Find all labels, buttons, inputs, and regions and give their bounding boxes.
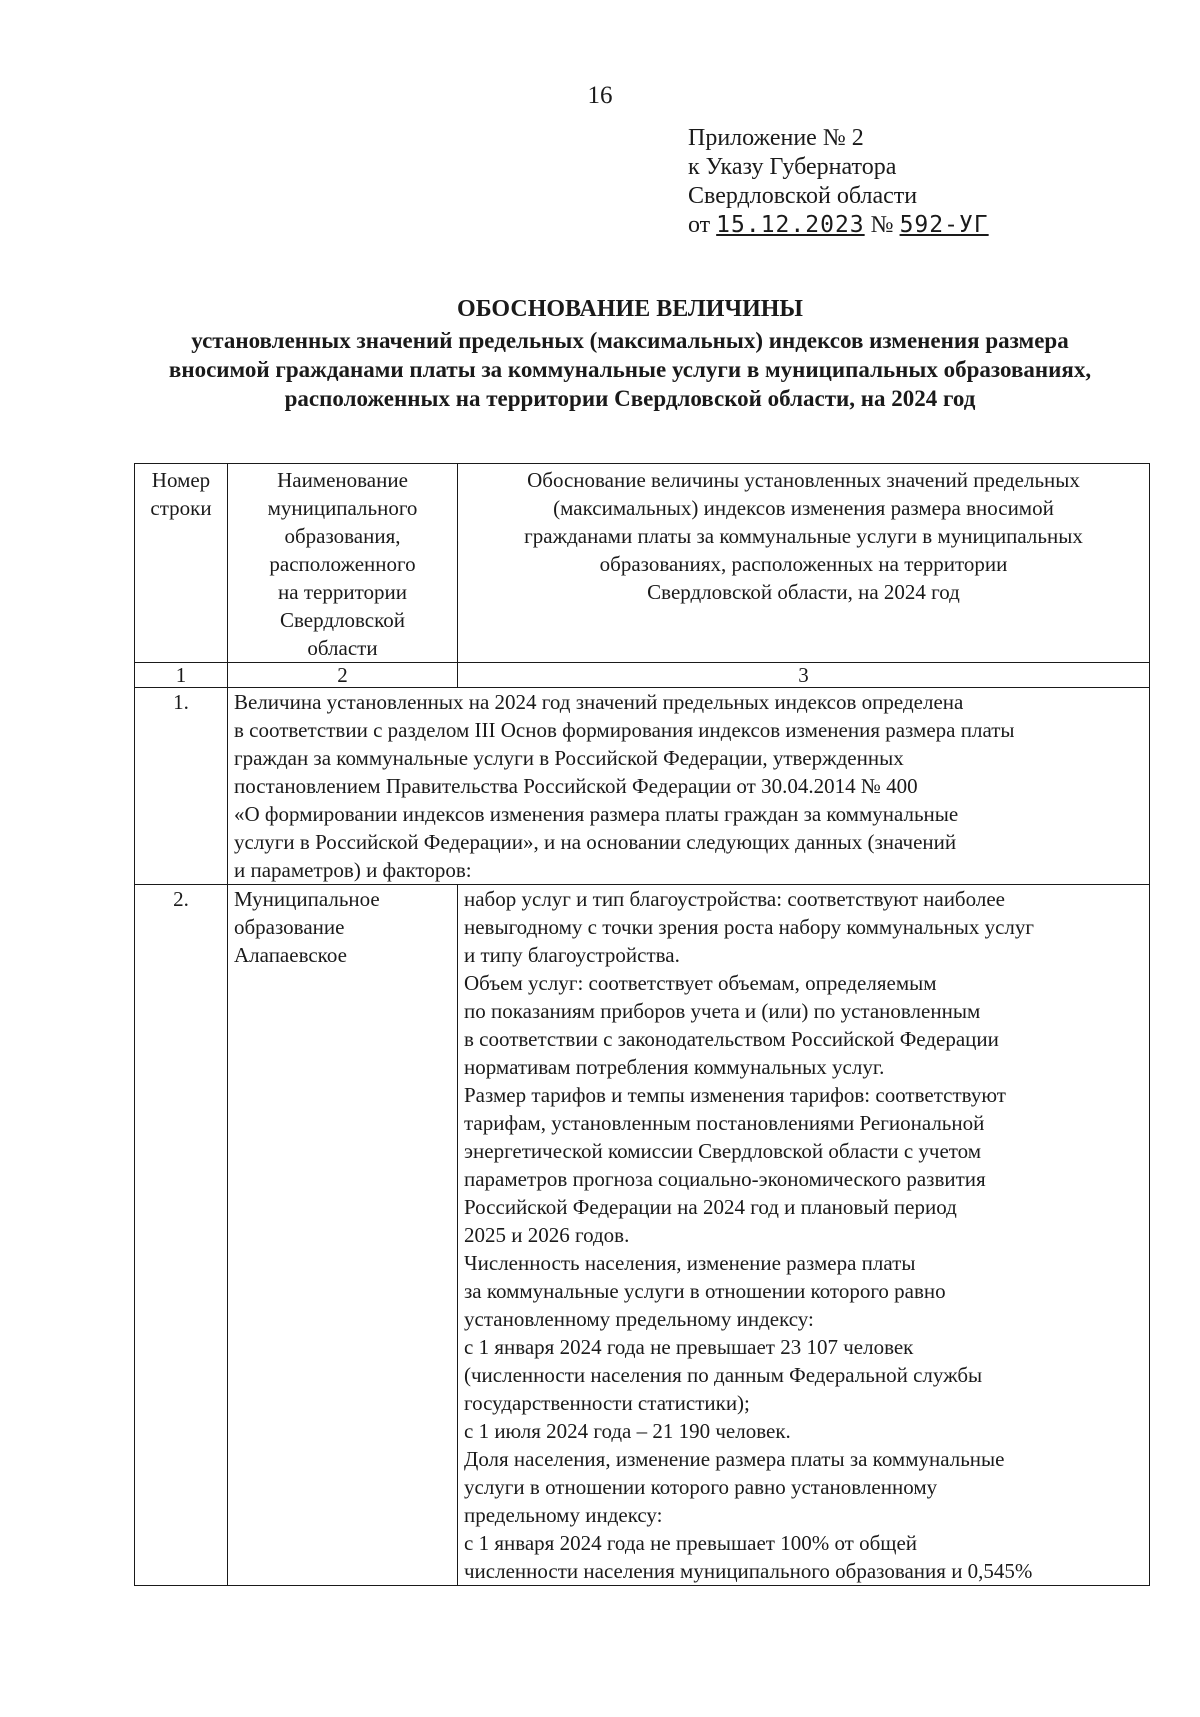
header-line: (максимальных) индексов изменения размера вносимой — [553, 496, 1054, 520]
title-main: ОБОСНОВАНИЕ ВЕЛИЧИНЫ — [457, 296, 803, 322]
header-line: Номер — [151, 468, 211, 492]
text-line: государственности статистики); — [464, 1391, 750, 1415]
appendix-line: к Указу Губернатора — [688, 154, 897, 180]
title-subline: вносимой гражданами платы за коммунальные услуги в муниципальных образованиях, — [168, 357, 1092, 382]
text-line: Объем услуг: соответствует объемам, определяемым — [464, 971, 937, 995]
row-justification-text — [458, 885, 1150, 1586]
text-line: с 1 июля 2024 года – 21 190 человек. — [464, 1419, 791, 1443]
text-line: энергетической комиссии Свердловской области с учетом — [464, 1139, 982, 1163]
text-line: услуги в Российской Федерации», и на основании следующих данных (значений — [234, 830, 957, 854]
justification-table — [134, 463, 1150, 1586]
text-line: в соответствии с законодательством Российской Федерации — [464, 1027, 999, 1051]
header-line: Наименование — [277, 468, 408, 492]
text-line: численности населения муниципального образования и 0,545% — [464, 1559, 1033, 1583]
table-header-row — [135, 464, 1150, 663]
municipality-name — [228, 885, 458, 1586]
header-municipality — [228, 464, 458, 663]
column-number: 1 — [135, 663, 228, 688]
header-line: Свердловской — [280, 608, 405, 632]
page-number: 16 — [587, 82, 613, 109]
decree-number: 592-УГ — [899, 212, 989, 238]
text-line: (численности населения по данным Федеральной службы — [464, 1363, 983, 1387]
header-line: гражданами платы за коммунальные услуги в муниципальных — [524, 524, 1083, 548]
header-line: строки — [150, 496, 212, 520]
column-numbers-row — [135, 663, 1150, 688]
text-line: набор услуг и тип благоустройства: соответствуют наиболее — [464, 887, 1005, 911]
header-line: образованиях, расположенных на территории — [599, 552, 1008, 576]
name-line: Муниципальное — [234, 887, 380, 911]
title-subline: расположенных на территории Свердловской области, на 2024 год — [284, 386, 976, 411]
appendix-line: Свердловской области — [688, 183, 918, 209]
text-line: постановлением Правительства Российской Федерации от 30.04.2014 № 400 — [234, 774, 918, 798]
text-line: Российской Федерации на 2024 год и плановый период — [464, 1195, 957, 1219]
header-row-number — [135, 464, 228, 663]
header-line: муниципального — [267, 496, 418, 520]
title-subline: установленных значений предельных (максимальных) индексов изменения размера — [191, 328, 1069, 353]
appendix-date-line — [688, 211, 989, 240]
row-text — [228, 688, 1150, 885]
appendix-line: Приложение № 2 — [688, 125, 864, 151]
column-number: 3 — [458, 663, 1150, 688]
text-line: Численность населения, изменение размера платы — [464, 1251, 916, 1275]
header-line: образования, — [284, 524, 401, 548]
document-title — [130, 295, 1130, 413]
table-row — [135, 885, 1150, 1586]
text-line: услуги в отношении которого равно установленному — [464, 1475, 938, 1499]
header-line: Обоснование величины установленных значений предельных — [527, 468, 1080, 492]
row-number: 2. — [135, 885, 228, 1586]
text-line: нормативам потребления коммунальных услуг. — [464, 1055, 885, 1079]
text-line: с 1 января 2024 года не превышает 100% от общей — [464, 1531, 918, 1555]
text-line: невыгодному с точки зрения роста набору коммунальных услуг — [464, 915, 1035, 939]
header-justification — [458, 464, 1150, 663]
header-line: области — [307, 636, 378, 660]
text-line: предельному индексу: — [464, 1503, 663, 1527]
text-line: Доля населения, изменение размера платы за коммунальные — [464, 1447, 1005, 1471]
header-line: на территории — [278, 580, 407, 604]
text-line: с 1 января 2024 года не превышает 23 107 человек — [464, 1335, 914, 1359]
decree-date: 15.12.2023 — [716, 212, 865, 238]
text-line: установленному предельному индексу: — [464, 1307, 814, 1331]
text-line: 2025 и 2026 годов. — [464, 1223, 630, 1247]
text-line: «О формировании индексов изменения размера платы граждан за коммунальные — [234, 802, 959, 826]
text-line: Величина установленных на 2024 год значений предельных индексов определена — [234, 690, 964, 714]
text-line: по показаниям приборов учета и (или) по установленным — [464, 999, 981, 1023]
text-line: и параметров) и факторов: — [234, 858, 472, 882]
appendix-block — [688, 124, 989, 240]
text-line: тарифам, установленным постановлениями Региональной — [464, 1111, 985, 1135]
header-line: Свердловской области, на 2024 год — [647, 580, 960, 604]
name-line: Алапаевское — [234, 943, 347, 967]
text-line: граждан за коммунальные услуги в Российской Федерации, утвержденных — [234, 746, 904, 770]
text-line: и типу благоустройства. — [464, 943, 680, 967]
text-line: в соответствии с разделом III Основ формирования индексов изменения размера платы — [234, 718, 1015, 742]
text-line: Размер тарифов и темпы изменения тарифов: соответствуют — [464, 1083, 1006, 1107]
name-line: образование — [234, 915, 345, 939]
number-prefix: № — [870, 212, 894, 238]
column-number: 2 — [228, 663, 458, 688]
table-row — [135, 688, 1150, 885]
text-line: параметров прогноза социально-экономического развития — [464, 1167, 986, 1191]
date-prefix: от — [688, 212, 711, 238]
header-line: расположенного — [269, 552, 416, 576]
row-number: 1. — [135, 688, 228, 885]
text-line: за коммунальные услуги в отношении которого равно — [464, 1279, 946, 1303]
